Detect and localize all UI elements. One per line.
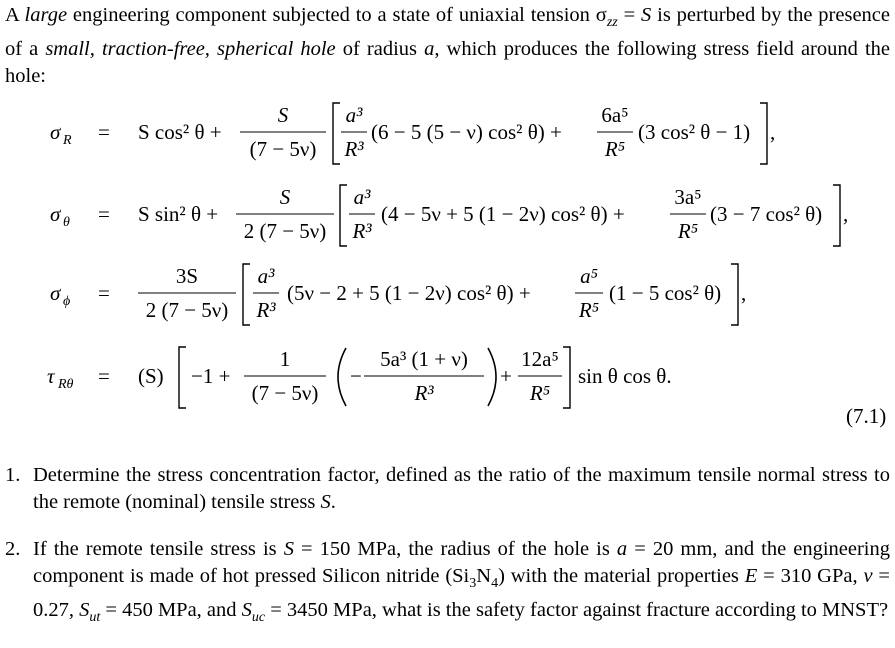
fraction-numerator: 1 — [279, 347, 291, 371]
fraction-numerator: a⁵ — [580, 264, 598, 288]
lhs-subscript: R — [63, 133, 72, 148]
fraction-numerator: 3a⁵ — [674, 185, 702, 209]
subscript: 4 — [491, 576, 499, 592]
fraction-numerator: a³ — [257, 264, 275, 288]
intro-text: is perturbed by the presence of a — [5, 4, 891, 61]
fraction-numerator: a³ — [345, 103, 363, 127]
lead-term: S cos² θ + — [138, 120, 222, 144]
question-text: Determine the stress concentration factor, defined as the ratio of the maximum tensile normal stress to the remote (nominal) tensile stress — [33, 464, 890, 513]
middle-term: (6 − 5 (5 − ν) cos² θ) + — [371, 120, 562, 144]
right-bracket — [563, 347, 570, 408]
subscript: uc — [251, 610, 266, 626]
middle-term: (5ν − 2 + 5 (1 − 2ν) cos² θ) + — [287, 281, 531, 305]
intro-var-s: S — [641, 4, 652, 26]
fraction-denominator: R⁵ — [529, 381, 551, 405]
question-var-nu: ν — [863, 565, 873, 587]
question-body — [33, 536, 890, 631]
equals-sign: = — [98, 281, 110, 305]
fraction-numerator: S — [279, 185, 291, 209]
fraction-denominator: (7 − 5ν) — [251, 381, 319, 405]
question-text: . — [330, 491, 336, 513]
equation-sigma-r — [50, 103, 775, 164]
fraction-denominator: R³ — [344, 137, 364, 161]
plus-sign: + — [500, 364, 512, 388]
lhs-subscript: θ — [63, 215, 70, 230]
middle-term: (4 − 5ν + 5 (1 − 2ν) cos² θ) + — [381, 202, 625, 226]
question-2 — [5, 536, 890, 631]
lead-term: S sin² θ + — [138, 202, 219, 226]
intro-text: , which produces the following stress field around the hole: — [5, 38, 890, 88]
question-var-a: a — [616, 538, 628, 560]
tail-term: sin θ cos θ. — [578, 364, 672, 388]
lhs-symbol: σ — [50, 202, 61, 226]
question-1 — [5, 462, 890, 516]
question-text: = 310 GPa, — [757, 565, 864, 587]
intro-text: = — [617, 4, 642, 26]
intro-sub-zz: zz — [606, 15, 618, 31]
question-text: = 0.27, — [33, 565, 890, 622]
question-var-suc: S — [241, 599, 252, 622]
fraction-denominator: R³ — [256, 298, 276, 322]
left-bracket — [243, 264, 250, 325]
right-bracket — [760, 103, 767, 164]
intro-text: engineering component subjected to a state of uniaxial tension σ — [67, 4, 607, 26]
equation-tau-r-theta — [47, 347, 672, 408]
question-var-sut: S — [79, 599, 90, 622]
question-text: N — [476, 565, 492, 587]
question-text: = 150 MPa, the radius of the hole is — [293, 538, 617, 560]
question-body — [33, 462, 890, 516]
right-parenthesis — [488, 348, 496, 406]
fraction-denominator: (7 − 5ν) — [249, 137, 317, 161]
punctuation: , — [770, 120, 776, 144]
question-var-s: S — [320, 491, 331, 513]
fraction-numerator: 6a⁵ — [601, 103, 629, 127]
fraction-numerator: 5a³ (1 + ν) — [380, 347, 468, 371]
lhs-symbol: τ — [47, 364, 55, 388]
equation-number: (7.1) — [846, 404, 887, 428]
intro-paragraph — [5, 2, 890, 90]
question-var-e: E — [744, 565, 758, 587]
lhs-subscript: ϕ — [63, 294, 71, 309]
fraction-denominator: R⁵ — [604, 137, 626, 161]
fraction-denominator: R⁵ — [578, 298, 600, 322]
question-text: = 20 mm, and the engineering component is made of hot pressed Silicon nitride (Si — [33, 538, 890, 587]
subscript: ut — [89, 610, 101, 626]
lhs-symbol: σ — [50, 120, 61, 144]
punctuation: , — [843, 202, 849, 226]
equals-sign: = — [98, 364, 110, 388]
right-bracket — [731, 264, 738, 325]
equation-sigma-phi — [50, 264, 746, 325]
fraction-denominator: 2 (7 − 5ν) — [145, 298, 229, 322]
left-bracket — [333, 103, 340, 164]
right-bracket — [833, 185, 840, 246]
equals-sign: = — [98, 202, 110, 226]
lhs-subscript: Rθ — [58, 377, 74, 392]
intro-var-a: a — [424, 38, 435, 61]
question-number: 1. — [5, 464, 21, 486]
fraction-denominator: R³ — [414, 381, 434, 405]
intro-emph-hole: small, traction-free, spherical hole — [45, 38, 336, 61]
tail-term: (3 cos² θ − 1) — [638, 120, 751, 144]
question-text: If the remote tensile stress is — [33, 538, 284, 560]
tail-term: (1 − 5 cos² θ) — [609, 281, 722, 305]
intro-text: A — [5, 4, 25, 26]
left-bracket — [179, 347, 186, 408]
intro-text: of radius — [335, 38, 425, 61]
intro-emph-large: large — [24, 4, 68, 26]
minus-one-term: −1 + — [191, 364, 231, 388]
question-var-s: S — [283, 538, 294, 560]
equation-block — [0, 92, 895, 437]
fraction-denominator: R³ — [352, 219, 372, 243]
question-text: = 450 MPa, and — [100, 599, 242, 622]
fraction-numerator: a³ — [353, 185, 371, 209]
left-parenthesis — [338, 348, 346, 406]
equation-sigma-theta — [50, 185, 848, 246]
lead-term: (S) — [138, 364, 164, 388]
fraction-numerator: 12a⁵ — [521, 347, 559, 371]
left-bracket — [340, 185, 347, 246]
negative-sign: − — [350, 364, 362, 388]
subscript: 3 — [469, 576, 477, 592]
fraction-numerator: 3S — [175, 264, 199, 288]
question-text: ) with the material properties — [498, 565, 745, 587]
equals-sign: = — [98, 120, 110, 144]
question-text: = 3450 MPa, what is the safety factor against fracture according to MNST? — [265, 599, 889, 622]
tail-term: (3 − 7 cos² θ) — [710, 202, 823, 226]
punctuation: , — [741, 281, 747, 305]
fraction-denominator: R⁵ — [677, 219, 699, 243]
question-number: 2. — [5, 538, 21, 560]
lhs-symbol: σ — [50, 281, 61, 305]
fraction-numerator: S — [277, 103, 289, 127]
fraction-denominator: 2 (7 − 5ν) — [243, 219, 327, 243]
